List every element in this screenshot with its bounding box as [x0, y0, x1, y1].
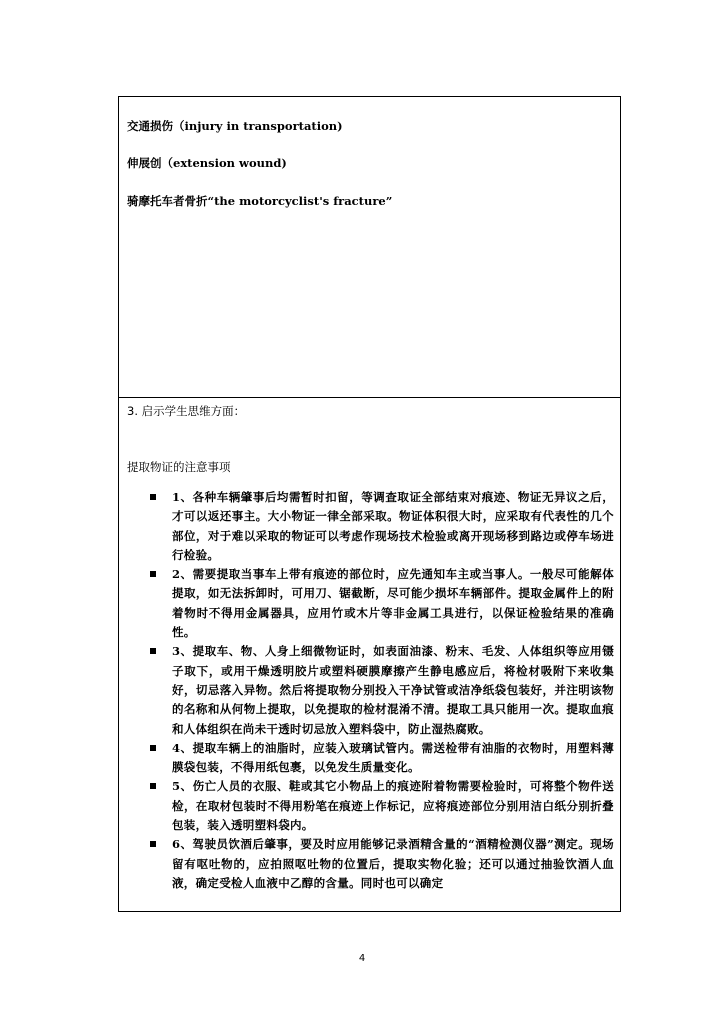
list-item-text: 1、各种车辆肇事后均需暂时扣留，等调查取证全部结束对痕迹、物证无异议之后，才可以返还事主。大小物证一律全部采取。物证体积很大时，应采取有代表性的几个部位，对于难以采取的物证可以考虑作现场技术检验或离开现场移到路边或停车场进行检验。	[172, 490, 614, 562]
list-item	[119, 642, 620, 738]
content-table	[118, 96, 621, 912]
term-line-injury-in-transportation: 交通损伤（injury in transportation)	[127, 119, 343, 133]
square-bullet-icon	[150, 494, 156, 500]
square-bullet-icon	[150, 648, 156, 654]
list-item	[119, 565, 620, 642]
square-bullet-icon	[150, 745, 156, 751]
term-line-extension-wound: 伸展创（extension wound)	[127, 156, 287, 170]
list-item	[119, 777, 620, 835]
list-item-text: 5、伤亡人员的衣服、鞋或其它小物品上的痕迹附着物需要检验时，可将整个物件送检，在取材包装时不得用粉笔在痕迹上作标记，应将痕迹部位分别用洁白纸分别折叠包装，装入透明塑料袋内。	[172, 779, 614, 833]
table-cell-bottom	[119, 398, 620, 911]
list-item-text: 4、提取车辆上的油脂时，应装入玻璃试管内。需送检带有油脂的衣物时，用塑料薄膜袋包装，不得用纸包裹，以免发生质量变化。	[172, 740, 614, 775]
list-item	[119, 835, 620, 893]
list-item	[119, 488, 620, 565]
precautions-list	[119, 488, 620, 893]
list-item	[119, 739, 620, 778]
table-cell-top	[119, 97, 620, 398]
section-subheading: 提取物证的注意事项	[127, 460, 231, 474]
section-heading: 3. 启示学生思维方面：	[127, 404, 246, 418]
square-bullet-icon	[150, 571, 156, 577]
square-bullet-icon	[150, 841, 156, 847]
list-item-text: 2、需要提取当事车上带有痕迹的部位时，应先通知车主或当事人。一般尽可能解体提取，如无法拆卸时，可用刀、锯截断，尽可能少损坏车辆部件。提取金属件上的附着物时不得用金属器具，应用竹或木片等非金属工具进行，以保证检验结果的准确性。	[172, 567, 614, 640]
term-line-motorcyclist-fracture: 骑摩托车者骨折“the motorcyclist's fracture”	[127, 194, 393, 208]
page-number: 4	[358, 953, 366, 964]
square-bullet-icon	[150, 783, 156, 789]
list-item-text: 3、提取车、物、人身上细微物证时，如表面油漆、粉末、毛发、人体组织等应用镊子取下，或用干燥透明胶片或塑料硬膜摩擦产生静电感应后，将检材吸附下来收集好，切忌落入异物。然后将提取物分别投入干净试管或洁净纸袋包装好，并注明该物的名称和从何物上提取，以免提取的检材混淆不清。提取工具只能用一次。提取血痕和人体组织在尚未干透时切忌放入塑料袋中，防止湿热腐败。	[172, 644, 614, 736]
list-item-text: 6、驾驶员饮酒后肇事，要及时应用能够记录酒精含量的“酒精检测仪器”测定。现场留有呕吐物的，应拍照呕吐物的位置后，提取实物化验；还可以通过抽验饮酒人血液，确定受检人血液中乙醇的含量。同时也可以确定	[172, 837, 614, 890]
